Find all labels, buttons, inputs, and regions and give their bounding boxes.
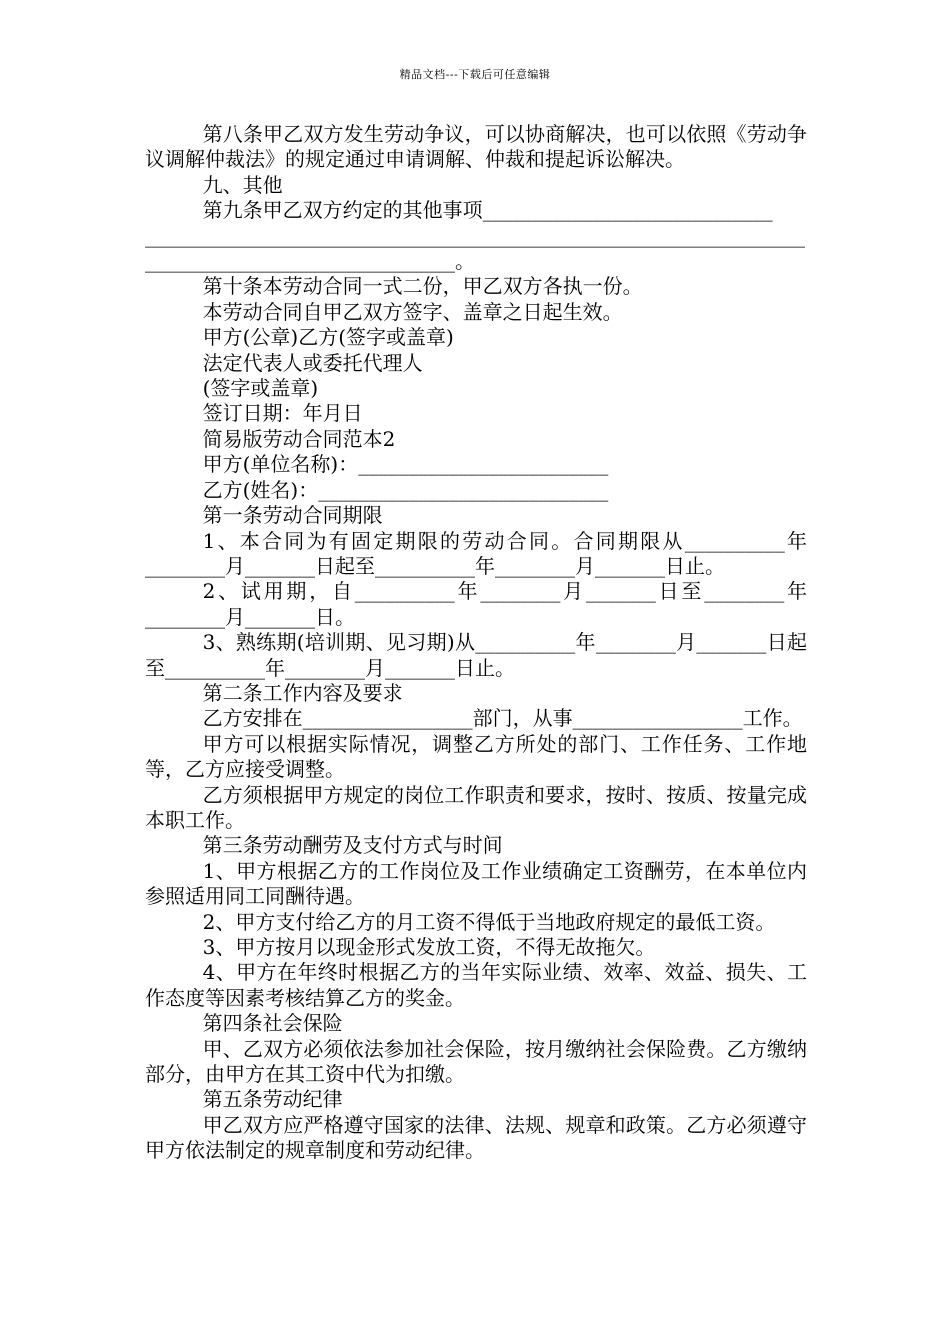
paragraph: 本劳动合同自甲乙双方签字、盖章之日起生效。 — [202, 299, 623, 324]
paragraph: 乙方安排在_________________部门，从事_________________工作。 — [202, 706, 803, 731]
paragraph: (签字或盖章) — [202, 376, 319, 401]
paragraph: 甲、乙双方必须依法参加社会保险，按月缴纳社会保险费。乙方缴纳部分，由甲方在其工资中代为扣缴。 — [145, 1036, 807, 1087]
paragraph: 第一条劳动合同期限 — [202, 503, 383, 528]
paragraph: 签订日期：年月日 — [202, 401, 363, 426]
document-body — [145, 122, 807, 1164]
page-header: 精品文档---下载后可任意编辑 — [399, 68, 551, 81]
paragraph: 第八条甲乙双方发生劳动争议，可以协商解决，也可以依照《劳动争议调解仲裁法》的规定通过申请调解、仲裁和提起诉讼解决。 — [145, 122, 807, 172]
paragraph: 1、本合同为有固定期限的劳动合同。合同期限从__________年________月_______日起至__________年________月_______日止。 — [145, 528, 807, 578]
paragraph: 甲方(单位名称)：_________________________ — [202, 452, 609, 477]
paragraph: 3、熟练期(培训期、见习期)从__________年________月_______日起至__________年________月_______日止。 — [145, 630, 807, 680]
paragraph: _______________________________。 — [145, 249, 475, 274]
paragraph: 第五条劳动纪律 — [202, 1087, 343, 1112]
paragraph: 第二条工作内容及要求 — [202, 680, 403, 705]
paragraph: 第三条劳动酬劳及支付方式与时间 — [202, 833, 503, 858]
paragraph: 乙方(姓名)：_____________________________ — [202, 477, 609, 502]
paragraph: 2、试用期，自__________年________月_______日至________年________月_______日。 — [145, 579, 807, 629]
paragraph: 2、甲方支付给乙方的月工资不得低于当地政府规定的最低工资。 — [202, 909, 776, 934]
paragraph: 九、其他 — [202, 172, 283, 197]
paragraph: __________________________________________________________________ — [145, 223, 805, 248]
paragraph: 乙方须根据甲方规定的岗位工作职责和要求，按时、按质、按量完成本职工作。 — [145, 782, 807, 832]
paragraph: 简易版劳动合同范本2 — [202, 426, 396, 451]
paragraph: 1、甲方根据乙方的工作岗位及工作业绩确定工资酬劳，在本单位内参照适用同工同酬待遇。 — [145, 858, 807, 909]
paragraph: 甲方可以根据实际情况，调整乙方所处的部门、工作任务、工作地等，乙方应接受调整。 — [145, 731, 807, 782]
paragraph: 甲乙双方应严格遵守国家的法律、法规、规章和政策。乙方必须遵守甲方依法制定的规章制度和劳动纪律。 — [145, 1112, 807, 1163]
paragraph: 3、甲方按月以现金形式发放工资，不得无故拖欠。 — [202, 935, 656, 959]
paragraph: 法定代表人或委托代理人 — [202, 350, 423, 375]
paragraph: 第九条甲乙双方约定的其他事项_____________________________ — [202, 198, 773, 223]
paragraph: 4、甲方在年终时根据乙方的当年实际业绩、效率、效益、损失、工作态度等因素考核结算乙方的奖金。 — [145, 960, 807, 1010]
paragraph: 第四条社会保险 — [202, 1011, 343, 1036]
paragraph: 甲方(公章)乙方(签字或盖章) — [202, 325, 454, 350]
paragraph: 第十条本劳动合同一式二份，甲乙双方各执一份。 — [202, 274, 643, 299]
